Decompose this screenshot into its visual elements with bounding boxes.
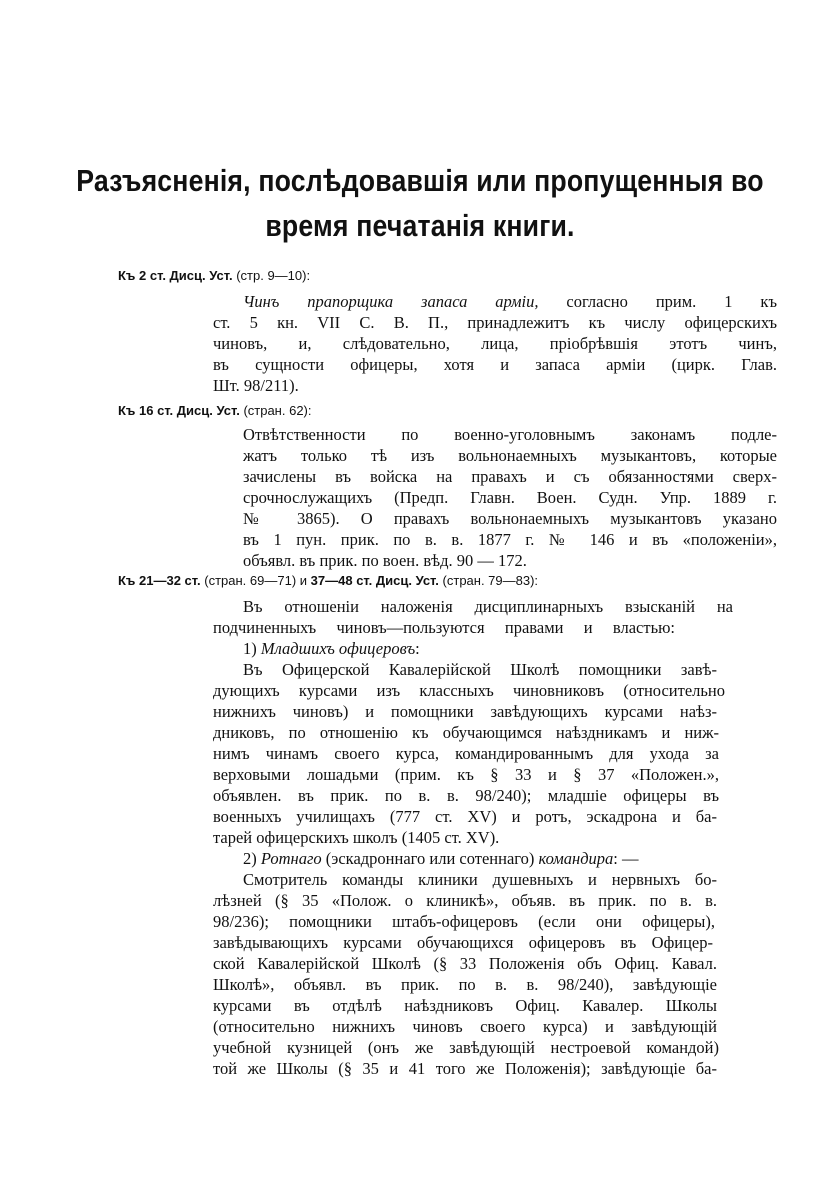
title-line-1: Разъясненія, послѣдовавшія или пропущенныя во	[76, 163, 764, 198]
text-line: дниковъ, по отношенію къ обучающимся наѣздникамъ и ниж-	[213, 723, 719, 742]
section-heading-3: Къ 21—32 ст. (стран. 69—71) и 37—48 ст. Дисц. Уст. (стран. 79—83):	[118, 573, 539, 588]
page-title	[59, 158, 781, 248]
text-line: Отвѣтственности по военно-уголовнымъ законамъ подле-	[243, 425, 777, 444]
title-line-2: время печатанія книги.	[265, 208, 575, 243]
text-line: чиновъ, и, слѣдовательно, лица, пріобрѣвшія этотъ чинъ,	[213, 334, 777, 353]
text-line: лѣзней (§ 35 «Полож. о клиникѣ», объяв. въ прик. по в. в.	[213, 891, 717, 910]
text-line: Смотритель команды клиники душевныхъ и нервныхъ бо-	[243, 870, 717, 889]
text-line: зачислены въ войска на правахъ и съ обязанностями сверх-	[243, 467, 777, 486]
text-line: завѣдывающихъ курсами обучающихся офицеровъ въ Офицер-	[213, 933, 713, 952]
text-line: (относительно нижнихъ чиновъ своего курса) и завѣдующій	[213, 1017, 717, 1036]
text-line: объявлен. въ прик. по в. в. 98/240); младшіе офицеры въ	[213, 786, 719, 805]
text-line: военныхъ училищахъ (777 ст. XV) и ротъ, эскадрона и ба-	[213, 807, 717, 826]
text-line: учебной кузницей (онъ же завѣдующій нестроевой командой)	[213, 1038, 719, 1057]
text-line: ст. 5 кн. VII С. В. П., принадлежитъ къ числу офицерскихъ	[213, 313, 777, 332]
text-line: дующихъ курсами изъ классныхъ чиновниковъ (относительно	[213, 681, 725, 700]
text-line: объявл. въ прик. по воен. вѣд. 90 — 172.	[243, 551, 527, 570]
text-line: Въ отношеніи наложенія дисциплинарныхъ взысканій на	[243, 597, 733, 616]
text-line: въ сущности офицеры, хотя и запаса арміи (цирк. Глав.	[213, 355, 777, 374]
text-line: № 3865). О правахъ вольнонаемныхъ музыкантовъ указано	[243, 509, 777, 528]
text-line: той же Школы (§ 35 и 41 того же Положенія); завѣдующіе ба-	[213, 1059, 717, 1078]
text-line: Школѣ», объявл. въ прик. по в. в. 98/240), завѣдующіе	[213, 975, 717, 994]
text-line: тарей офицерскихъ школъ (1405 ст. XV).	[213, 828, 500, 847]
text-line: верховыми лошадьми (прим. къ § 33 и § 37 «Положен.»,	[213, 765, 719, 784]
section-heading-2: Къ 16 ст. Дисц. Уст. (стран. 62):	[118, 403, 312, 418]
text-line: 2) Ротнаго (эскадроннаго или сотеннаго) командира: —	[243, 849, 639, 868]
text-line: ской Кавалерійской Школѣ (§ 33 Положенія объ Офиц. Кавал.	[213, 954, 717, 973]
text-line: курсами въ отдѣлѣ наѣздниковъ Офиц. Кавалер. Школы	[213, 996, 717, 1015]
text-line: 98/236); помощники штабъ-офицеровъ (если они офицеры),	[213, 912, 715, 931]
text-line: въ 1 пун. прик. по в. в. 1877 г. № 146 и въ «положеніи»,	[243, 530, 777, 549]
section-heading-1: Къ 2 ст. Дисц. Уст. (стр. 9—10):	[118, 268, 311, 283]
text-line: Въ Офицерской Кавалерійской Школѣ помощники завѣ-	[243, 660, 717, 679]
text-line: подчиненныхъ чиновъ—пользуются правами и властью:	[213, 618, 675, 637]
text-line: жатъ только тѣ изъ вольнонаемныхъ музыкантовъ, которые	[243, 446, 777, 465]
text-line: нимъ чинамъ своего курса, командированнымъ для ухода за	[213, 744, 719, 763]
text-line: Чинъ прапорщика запаса арміи, согласно прим. 1 къ	[243, 292, 777, 311]
text-line: срочнослужащихъ (Предп. Главн. Воен. Судн. Упр. 1889 г.	[243, 488, 777, 507]
text-line: 1) Младшихъ офицеровъ:	[243, 639, 420, 658]
text-line: Шт. 98/211).	[213, 376, 299, 395]
text-line: нижнихъ чиновъ) и помощники завѣдующихъ курсами наѣз-	[213, 702, 717, 721]
